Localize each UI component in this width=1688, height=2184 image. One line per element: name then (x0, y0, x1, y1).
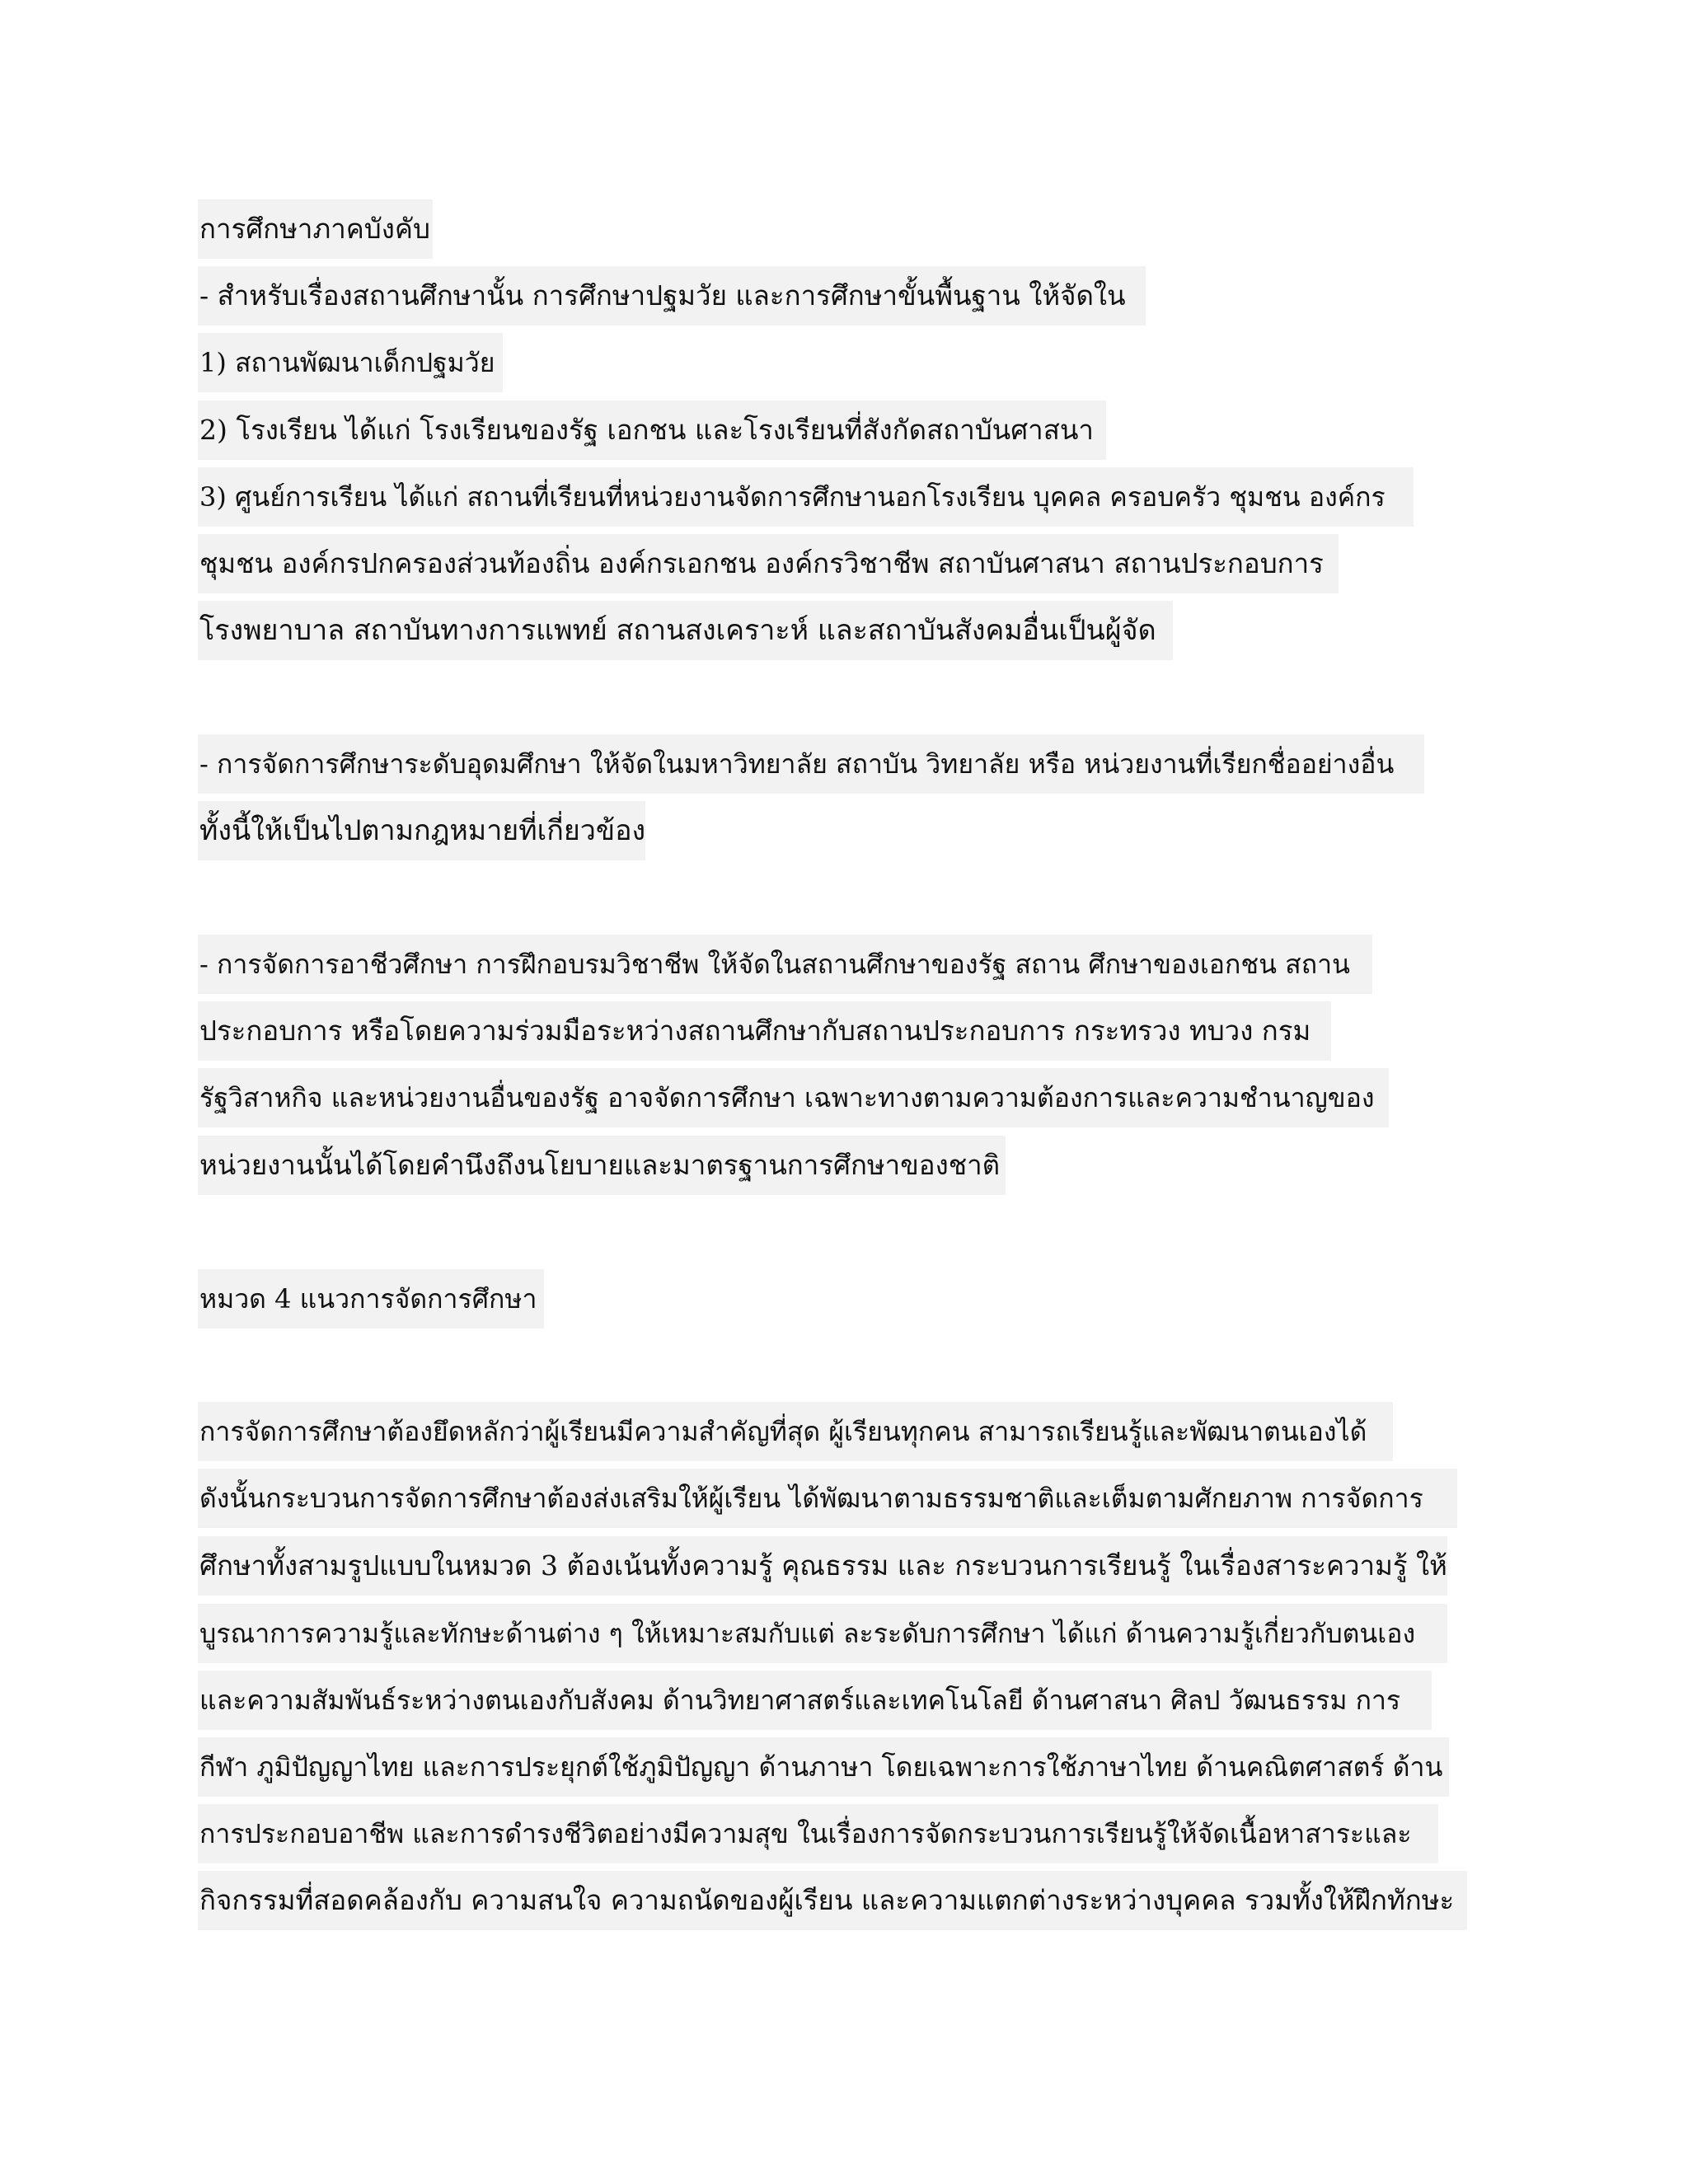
text-line: การประกอบอาชีพ และการดำรงชีวิตอย่างมีความสุข ในเรื่องการจัดกระบวนการเรียนรู้ให้จัดเนื้อหาสาระและ (198, 1804, 1438, 1863)
list-item: 1) สถานพัฒนาเด็กปฐมวัย (198, 333, 503, 392)
text-line: การจัดการศึกษาต้องยึดหลักว่าผู้เรียนมีความสำคัญที่สุด ผู้เรียนทุกคน สามารถเรียนรู้และพัฒนาตนเองได้ (198, 1402, 1393, 1461)
text-line: - การจัดการศึกษาระดับอุดมศึกษา ให้จัดในมหาวิทยาลัย สถาบัน วิทยาลัย หรือ หน่วยงานที่เรียกชื่ออย่างอื่น (198, 734, 1424, 794)
text-line: และความสัมพันธ์ระหว่างตนเองกับสังคม ด้านวิทยาศาสตร์และเทคโนโลยี ด้านศาสนา ศิลป วัฒนธรรม การ (198, 1671, 1432, 1730)
text-line: ชุมชน องค์กรปกครองส่วนท้องถิ่น องค์กรเอกชน องค์กรวิชาชีพ สถาบันศาสนา สถานประกอบการ (198, 534, 1339, 593)
text-line: - การจัดการอาชีวศึกษา การฝึกอบรมวิชาชีพ ให้จัดในสถานศึกษาของรัฐ สถาน ศึกษาของเอกชน สถาน (198, 935, 1372, 994)
text-line: ทั้งนี้ให้เป็นไปตามกฎหมายที่เกี่ยวข้อง (198, 801, 645, 860)
text-line: กิจกรรมที่สอดคล้องกับ ความสนใจ ความถนัดของผู้เรียน และความแตกต่างระหว่างบุคคล รวมทั้งให้ฝึกทักษะ (198, 1871, 1467, 1930)
text-line: - สำหรับเรื่องสถานศึกษานั้น การศึกษาปฐมวัย และการศึกษาขั้นพื้นฐาน ให้จัดใน (198, 266, 1146, 326)
section-heading-compulsory-education: การศึกษาภาคบังคับ (198, 199, 433, 259)
list-item: 3) ศูนย์การเรียน ได้แก่ สถานที่เรียนที่หน่วยงานจัดการศึกษานอกโรงเรียน บุคคล ครอบครัว ชุมชน องค์กร (198, 467, 1414, 527)
text-line: ดังนั้นกระบวนการจัดการศึกษาต้องส่งเสริมให้ผู้เรียน ได้พัฒนาตามธรรมชาติและเต็มตามศักยภาพ การจัดการ (198, 1469, 1457, 1528)
section-heading-chapter-4: หมวด 4 แนวการจัดการศึกษา (198, 1269, 544, 1329)
text-line: หน่วยงานนั้นได้โดยคำนึงถึงนโยบายและมาตรฐานการศึกษาของชาติ (198, 1136, 1006, 1195)
text-line: รัฐวิสาหกิจ และหน่วยงานอื่นของรัฐ อาจจัดการศึกษา เฉพาะทางตามความต้องการและความชำนาญของ (198, 1068, 1389, 1127)
text-line: กีฬา ภูมิปัญญาไทย และการประยุกต์ใช้ภูมิปัญญา ด้านภาษา โดยเฉพาะการใช้ภาษาไทย ด้านคณิตศาสตร์ ด้าน (198, 1737, 1449, 1797)
text-line: โรงพยาบาล สถาบันทางการแพทย์ สถานสงเคราะห์ และสถาบันสังคมอื่นเป็นผู้จัด (198, 601, 1173, 660)
text-line: บูรณาการความรู้และทักษะด้านต่าง ๆ ให้เหมาะสมกับแต่ ละระดับการศึกษา ได้แก่ ด้านความรู้เกี่ยวกับตนเอง (198, 1604, 1447, 1663)
list-item: 2) โรงเรียน ได้แก่ โรงเรียนของรัฐ เอกชน และโรงเรียนที่สังกัดสถาบันศาสนา (198, 401, 1106, 460)
text-line: ประกอบการ หรือโดยความร่วมมือระหว่างสถานศึกษากับสถานประกอบการ กระทรวง ทบวง กรม (198, 1001, 1331, 1061)
text-line: ศึกษาทั้งสามรูปแบบในหมวด 3 ต้องเน้นทั้งความรู้ คุณธรรม และ กระบวนการเรียนรู้ ในเรื่องสาระความรู้ ให้ (198, 1536, 1447, 1596)
